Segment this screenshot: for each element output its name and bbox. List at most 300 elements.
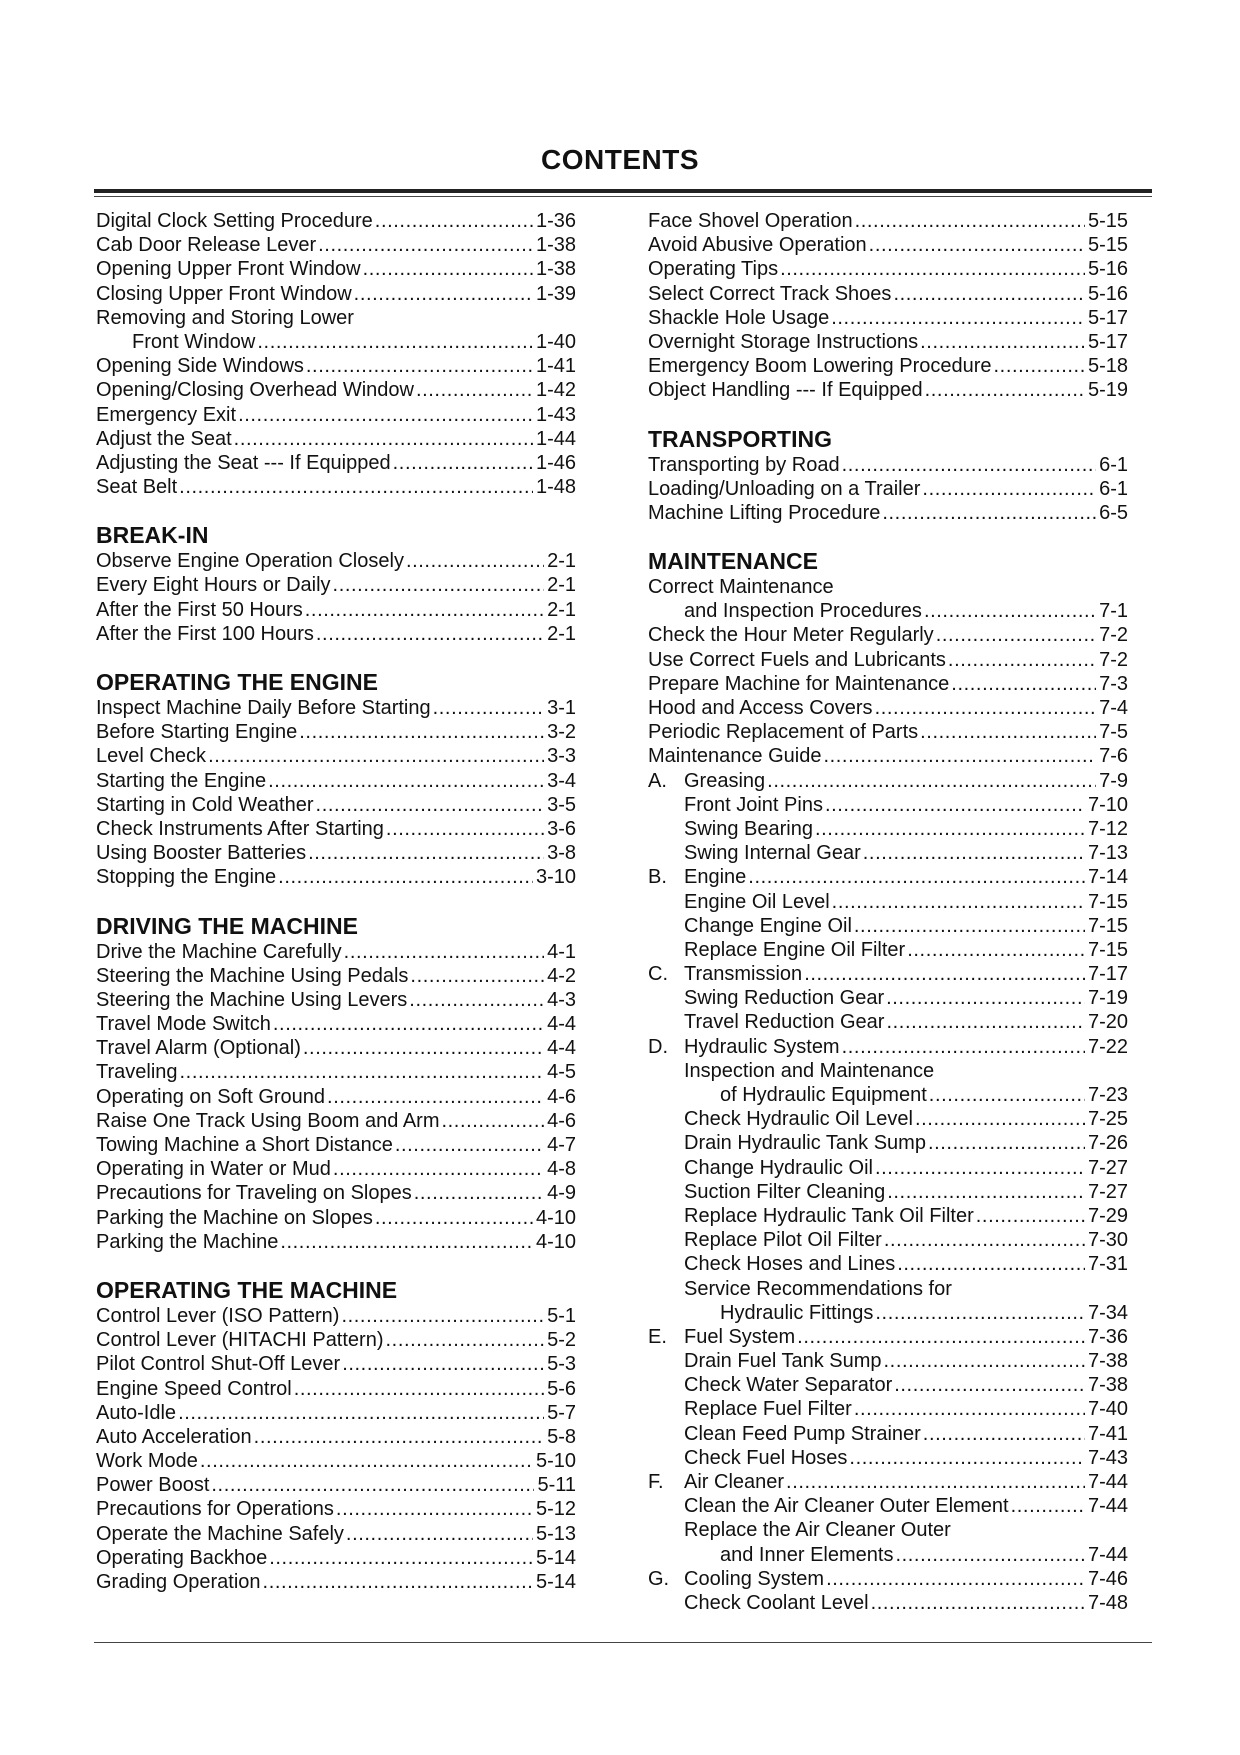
toc-entry-title: Travel Mode Switch xyxy=(96,1013,271,1036)
header-rule-thick xyxy=(94,189,1152,193)
toc-page-number: 7-15 xyxy=(1087,914,1128,937)
toc-entry[interactable] xyxy=(648,257,1128,281)
toc-entry-title: Swing Bearing xyxy=(684,817,813,840)
toc-page-number: 5-13 xyxy=(535,1522,576,1545)
toc-entry-title: Clean the Air Cleaner Outer Element xyxy=(684,1495,1009,1518)
toc-entry[interactable] xyxy=(648,938,1128,962)
toc-entry[interactable] xyxy=(96,427,576,451)
toc-leader-dots xyxy=(895,1543,1085,1567)
toc-entry[interactable] xyxy=(96,1085,576,1109)
toc-page-number: 3-10 xyxy=(535,866,576,889)
toc-entry-title: Check Instruments After Starting xyxy=(96,817,384,840)
toc-entry[interactable] xyxy=(648,1373,1128,1397)
toc-entry-title: Before Starting Engine xyxy=(96,721,298,744)
toc-entry[interactable] xyxy=(648,1591,1128,1615)
toc-page-number: 4-10 xyxy=(535,1230,576,1253)
toc-page-number: 5-12 xyxy=(535,1498,576,1521)
toc-leader-dots xyxy=(884,1349,1085,1373)
toc-entry-title: Swing Internal Gear xyxy=(684,842,861,865)
toc-leader-dots xyxy=(200,1449,533,1473)
toc-entry-title xyxy=(648,1470,785,1494)
toc-page-number: 7-27 xyxy=(1087,1156,1128,1179)
toc-entry-title: Travel Alarm (Optional) xyxy=(96,1037,301,1060)
toc-entry-title: Auto-Idle xyxy=(96,1401,177,1424)
toc-entry[interactable] xyxy=(648,1349,1128,1373)
toc-leader-dots xyxy=(263,1570,533,1594)
toc-page-number: 6-5 xyxy=(1099,501,1128,524)
toc-group-general xyxy=(96,209,576,1594)
toc-entry-title: Traveling xyxy=(96,1061,178,1084)
toc-entry[interactable] xyxy=(96,696,576,720)
toc-entry-text: Transmission xyxy=(684,963,803,986)
toc-page-number: 7-23 xyxy=(1087,1084,1128,1106)
toc-page-number: 4-2 xyxy=(547,964,576,987)
toc-entry[interactable] xyxy=(96,1181,576,1205)
toc-leader-dots xyxy=(211,1473,534,1497)
toc-entry[interactable] xyxy=(96,1206,576,1230)
toc-entry[interactable] xyxy=(96,354,576,378)
page-title: CONTENTS xyxy=(541,144,699,175)
toc-entry[interactable] xyxy=(96,1157,576,1181)
toc-entry-title xyxy=(648,1325,796,1349)
toc-page-number: 7-41 xyxy=(1087,1422,1128,1445)
toc-page-number: 7-34 xyxy=(1087,1301,1128,1324)
toc-entry[interactable] xyxy=(96,744,576,768)
toc-page-number: 5-3 xyxy=(547,1353,576,1376)
toc-entry[interactable] xyxy=(96,1036,576,1060)
toc-entry[interactable] xyxy=(96,330,576,354)
toc-page-number: 4-4 xyxy=(547,1013,576,1036)
right-column xyxy=(648,209,1128,1615)
toc-entry[interactable] xyxy=(648,378,1128,402)
toc-entry[interactable] xyxy=(648,696,1128,720)
toc-leader-dots xyxy=(832,890,1085,914)
toc-leader-dots xyxy=(855,209,1085,233)
toc-entry[interactable] xyxy=(96,549,576,573)
toc-page-number: 5-8 xyxy=(547,1425,576,1448)
toc-leader-dots xyxy=(920,720,1096,744)
toc-page-number: 7-38 xyxy=(1087,1374,1128,1397)
toc-leader-dots xyxy=(915,1107,1085,1131)
toc-entry-title: Starting in Cold Weather xyxy=(96,793,314,816)
toc-entry[interactable] xyxy=(648,1180,1128,1204)
toc-leader-dots xyxy=(299,720,544,744)
toc-leader-dots xyxy=(924,599,1096,623)
toc-page-number: 7-3 xyxy=(1099,672,1128,695)
toc-page-number: 7-26 xyxy=(1087,1132,1128,1155)
toc-page-number: 7-15 xyxy=(1087,890,1128,913)
toc-leader-dots xyxy=(178,1401,544,1425)
toc-leader-dots xyxy=(393,451,533,475)
toc-entry[interactable] xyxy=(648,1156,1128,1180)
toc-page-number: 5-17 xyxy=(1087,306,1128,329)
toc-entry-title: Towing Machine a Short Distance xyxy=(96,1134,393,1156)
toc-leader-dots xyxy=(786,1470,1085,1494)
toc-entry-text: Air Cleaner xyxy=(684,1471,785,1493)
toc-entry[interactable] xyxy=(648,793,1128,817)
toc-entry[interactable] xyxy=(96,257,576,281)
toc-entry[interactable] xyxy=(96,720,576,744)
toc-page-number: 5-15 xyxy=(1087,210,1128,232)
toc-section-letter: F. xyxy=(648,1471,664,1493)
toc-entry[interactable] xyxy=(648,1494,1128,1518)
toc-entry[interactable] xyxy=(648,1035,1128,1059)
toc-leader-dots xyxy=(849,1446,1085,1470)
toc-entry[interactable] xyxy=(648,865,1128,889)
toc-entry-title: Machine Lifting Procedure xyxy=(648,501,881,524)
toc-entry[interactable] xyxy=(648,986,1128,1010)
toc-leader-dots xyxy=(920,330,1085,354)
toc-entry-title xyxy=(648,1567,825,1591)
toc-entry-title: Starting the Engine xyxy=(96,769,267,792)
toc-entry[interactable] xyxy=(648,477,1128,501)
toc-leader-dots xyxy=(257,330,533,354)
toc-page-number: 3-8 xyxy=(547,842,576,865)
toc-leader-dots xyxy=(268,769,544,793)
toc-entry[interactable] xyxy=(648,648,1128,672)
toc-page-number: 7-22 xyxy=(1087,1035,1128,1058)
toc-entry[interactable] xyxy=(96,1377,576,1401)
toc-entry[interactable] xyxy=(96,1449,576,1473)
toc-entry[interactable] xyxy=(648,1107,1128,1131)
toc-page-number: 1-39 xyxy=(535,282,576,305)
toc-entry[interactable] xyxy=(648,744,1128,768)
toc-entry-title: Object Handling --- If Equipped xyxy=(648,379,923,402)
toc-entry[interactable] xyxy=(648,306,1128,330)
toc-leader-dots xyxy=(409,988,544,1012)
toc-section-letter: E. xyxy=(648,1325,667,1348)
toc-entry[interactable] xyxy=(96,1328,576,1352)
toc-entry-title: Control Lever (ISO Pattern) xyxy=(96,1304,340,1327)
toc-section-heading: DRIVING THE MACHINE xyxy=(96,912,358,939)
toc-page-number: 7-19 xyxy=(1087,987,1128,1010)
toc-entry[interactable] xyxy=(648,914,1128,938)
toc-entry[interactable] xyxy=(648,1204,1128,1228)
toc-entry[interactable] xyxy=(96,988,576,1012)
toc-entry[interactable] xyxy=(96,1425,576,1449)
toc-page-number: 7-2 xyxy=(1099,624,1128,647)
toc-entry-title: Stopping the Engine xyxy=(96,866,277,889)
toc-leader-dots xyxy=(994,354,1085,378)
toc-entry-title: Front Window xyxy=(132,330,256,353)
toc-entry-title: and Inspection Procedures xyxy=(684,600,922,623)
toc-page-number: 3-1 xyxy=(547,697,576,719)
toc-entry-title: Replace Hydraulic Tank Oil Filter xyxy=(684,1204,974,1227)
toc-page-number: 7-36 xyxy=(1087,1325,1128,1348)
toc-leader-dots xyxy=(936,623,1096,647)
toc-entry[interactable] xyxy=(96,964,576,988)
toc-leader-dots xyxy=(180,1060,545,1084)
toc-entry[interactable] xyxy=(648,282,1128,306)
toc-leader-dots xyxy=(433,696,544,720)
toc-entry[interactable] xyxy=(96,1522,576,1546)
toc-entry-title xyxy=(648,865,747,889)
toc-entry[interactable] xyxy=(648,501,1128,525)
toc-entry[interactable] xyxy=(96,1401,576,1425)
toc-section-heading: MAINTENANCE xyxy=(648,548,818,575)
toc-entry-title: Operate the Machine Safely xyxy=(96,1522,344,1545)
toc-page-number: 5-16 xyxy=(1087,258,1128,281)
toc-entry[interactable] xyxy=(648,1301,1128,1325)
toc-leader-dots xyxy=(929,1083,1085,1107)
toc-entry[interactable] xyxy=(648,1325,1128,1349)
toc-entry-title: Loading/Unloading on a Trailer xyxy=(648,477,921,500)
toc-page-number: 4-6 xyxy=(547,1109,576,1132)
toc-entry[interactable] xyxy=(648,817,1128,841)
toc-entry[interactable] xyxy=(96,1012,576,1036)
toc-entry[interactable] xyxy=(96,940,576,964)
toc-leader-dots xyxy=(875,1156,1085,1180)
toc-leader-dots xyxy=(869,233,1085,257)
toc-page-number: 3-6 xyxy=(547,817,576,840)
toc-entry[interactable] xyxy=(96,573,576,597)
toc-page-number: 4-7 xyxy=(547,1134,576,1156)
toc-entry[interactable] xyxy=(96,1109,576,1133)
toc-entry-title: Travel Reduction Gear xyxy=(684,1011,885,1034)
toc-page-number: 4-6 xyxy=(547,1085,576,1108)
toc-leader-dots xyxy=(395,1133,544,1157)
toc-entry-title: Precautions for Traveling on Slopes xyxy=(96,1182,412,1205)
toc-entry[interactable] xyxy=(96,865,576,889)
toc-page-number: 5-15 xyxy=(1087,234,1128,257)
toc-entry[interactable] xyxy=(96,1304,576,1328)
toc-page-number: 1-48 xyxy=(535,476,576,499)
toc-entry[interactable] xyxy=(648,1228,1128,1252)
toc-leader-dots xyxy=(410,964,544,988)
toc-entry-title: Check the Hour Meter Regularly xyxy=(648,624,934,647)
toc-leader-dots xyxy=(854,914,1085,938)
toc-leader-dots xyxy=(333,1157,544,1181)
toc-page-number: 4-3 xyxy=(547,988,576,1011)
toc-entry-title: Replace Fuel Filter xyxy=(684,1398,852,1421)
toc-entry-title: Power Boost xyxy=(96,1474,210,1497)
toc-entry[interactable] xyxy=(648,1446,1128,1470)
toc-leader-dots xyxy=(303,1036,544,1060)
toc-entry-title: Raise One Track Using Boom and Arm xyxy=(96,1109,440,1132)
toc-entry-title: Engine Speed Control xyxy=(96,1377,292,1400)
toc-entry[interactable] xyxy=(96,769,576,793)
toc-entry-line: Replace the Air Cleaner Outer xyxy=(684,1519,951,1542)
toc-entry[interactable] xyxy=(648,1422,1128,1446)
toc-leader-dots xyxy=(305,598,544,622)
toc-entry-line: Inspection and Maintenance xyxy=(684,1059,935,1082)
toc-entry[interactable] xyxy=(96,817,576,841)
toc-entry-title: Avoid Abusive Operation xyxy=(648,234,867,257)
toc-entry[interactable] xyxy=(648,962,1128,986)
toc-entry-text: Hydraulic System xyxy=(684,1035,840,1058)
toc-leader-dots xyxy=(208,744,544,768)
toc-entry[interactable] xyxy=(648,1010,1128,1034)
toc-page-number: 7-43 xyxy=(1087,1446,1128,1469)
toc-leader-dots xyxy=(928,1131,1085,1155)
toc-page-number: 7-17 xyxy=(1087,963,1128,986)
toc-entry[interactable] xyxy=(648,841,1128,865)
toc-leader-dots xyxy=(294,1377,544,1401)
toc-entry-title: Shackle Hole Usage xyxy=(648,306,830,329)
toc-leader-dots xyxy=(948,648,1096,672)
toc-entry[interactable] xyxy=(648,1567,1128,1591)
toc-entry-title: of Hydraulic Equipment xyxy=(720,1084,927,1106)
toc-entry[interactable] xyxy=(96,1060,576,1084)
toc-entry-title: Suction Filter Cleaning xyxy=(684,1180,886,1203)
toc-page-number: 4-4 xyxy=(547,1037,576,1060)
toc-entry-title: Level Check xyxy=(96,745,207,768)
toc-entry[interactable] xyxy=(96,1546,576,1570)
toc-leader-dots xyxy=(815,817,1085,841)
toc-section-letter: B. xyxy=(648,866,667,889)
toc-entry[interactable] xyxy=(96,233,576,257)
toc-entry[interactable] xyxy=(96,475,576,499)
toc-page-number: 3-3 xyxy=(547,745,576,768)
toc-leader-dots xyxy=(354,282,533,306)
toc-entry-title xyxy=(648,962,803,986)
toc-entry[interactable] xyxy=(96,1497,576,1521)
toc-leader-dots xyxy=(825,793,1085,817)
toc-entry[interactable] xyxy=(648,1252,1128,1276)
toc-entry-title: Parking the Machine on Slopes xyxy=(96,1206,373,1229)
toc-page-number: 7-31 xyxy=(1087,1253,1128,1276)
toc-entry-title xyxy=(648,1035,840,1059)
toc-entry-title: Transporting by Road xyxy=(648,453,840,476)
toc-entry[interactable] xyxy=(96,1570,576,1594)
toc-leader-dots xyxy=(780,257,1085,281)
toc-page-number: 7-10 xyxy=(1087,793,1128,816)
toc-entry-line: Service Recommendations for xyxy=(684,1277,952,1300)
toc-entry-title: Prepare Machine for Maintenance xyxy=(648,672,950,695)
toc-entry-title: Drain Fuel Tank Sump xyxy=(684,1350,882,1373)
toc-entry[interactable] xyxy=(96,451,576,475)
toc-entry[interactable] xyxy=(648,672,1128,696)
toc-entry-title: Emergency Exit xyxy=(96,403,237,426)
toc-entry-title: Adjusting the Seat --- If Equipped xyxy=(96,451,391,474)
toc-entry-title: Overnight Storage Instructions xyxy=(648,330,919,353)
toc-leader-dots xyxy=(386,1328,545,1352)
toc-page-number: 7-20 xyxy=(1087,1011,1128,1034)
toc-entry[interactable] xyxy=(648,1397,1128,1421)
toc-entry[interactable] xyxy=(648,769,1128,793)
toc-page-number: 7-15 xyxy=(1087,938,1128,961)
toc-entry[interactable] xyxy=(648,1083,1128,1107)
toc-entry-title: Hood and Access Covers xyxy=(648,697,873,719)
toc-page-number: 1-38 xyxy=(535,234,576,257)
toc-page-number: 7-2 xyxy=(1099,648,1128,671)
toc-page-number: 7-44 xyxy=(1087,1471,1128,1493)
toc-page-number: 7-38 xyxy=(1087,1350,1128,1373)
toc-entry-line: Correct Maintenance xyxy=(648,576,834,599)
toc-entry[interactable] xyxy=(648,890,1128,914)
toc-entry[interactable] xyxy=(96,1230,576,1254)
toc-entry-title: Using Booster Batteries xyxy=(96,842,307,865)
toc-leader-dots xyxy=(907,938,1085,962)
toc-leader-dots xyxy=(254,1425,544,1449)
toc-entry[interactable] xyxy=(648,623,1128,647)
toc-leader-dots xyxy=(804,962,1085,986)
toc-entry[interactable] xyxy=(648,1543,1128,1567)
toc-entry[interactable] xyxy=(96,1133,576,1157)
toc-entry[interactable] xyxy=(648,453,1128,477)
toc-entry[interactable] xyxy=(96,282,576,306)
toc-entry[interactable] xyxy=(96,1352,576,1376)
toc-leader-dots xyxy=(308,841,544,865)
toc-leader-dots xyxy=(336,1497,533,1521)
toc-leader-dots xyxy=(316,793,545,817)
toc-section-heading: TRANSPORTING xyxy=(648,425,832,452)
toc-page-number: 4-9 xyxy=(547,1182,576,1205)
toc-entry-title: Swing Reduction Gear xyxy=(684,987,885,1010)
toc-entry-title: Front Joint Pins xyxy=(684,793,823,816)
toc-page-number: 3-4 xyxy=(547,769,576,792)
toc-entry[interactable] xyxy=(96,841,576,865)
toc-page-number: 7-6 xyxy=(1099,745,1128,768)
toc-leader-dots xyxy=(344,940,544,964)
toc-page-number: 7-46 xyxy=(1087,1567,1128,1590)
toc-entry[interactable] xyxy=(96,598,576,622)
toc-entry[interactable] xyxy=(96,209,576,233)
toc-entry[interactable] xyxy=(648,233,1128,257)
toc-page-number: 1-41 xyxy=(535,355,576,378)
toc-leader-dots xyxy=(416,378,533,402)
toc-entry[interactable] xyxy=(648,599,1128,623)
toc-page-number: 7-9 xyxy=(1099,769,1128,792)
toc-leader-dots xyxy=(327,1085,544,1109)
footer-rule xyxy=(94,1642,1152,1643)
toc-entry[interactable] xyxy=(648,720,1128,744)
toc-page-number: 1-38 xyxy=(535,258,576,281)
toc-page-number: 4-8 xyxy=(547,1158,576,1181)
toc-entry[interactable] xyxy=(96,378,576,402)
toc-leader-dots xyxy=(863,841,1085,865)
toc-leader-dots xyxy=(1011,1494,1085,1518)
toc-leader-dots xyxy=(273,1012,544,1036)
toc-entry[interactable] xyxy=(648,1131,1128,1155)
toc-page-number: 7-13 xyxy=(1087,842,1128,865)
toc-entry[interactable] xyxy=(648,209,1128,233)
toc-entry-text: Fuel System xyxy=(684,1325,796,1348)
toc-entry-text: Greasing xyxy=(684,769,766,792)
toc-entry-title: Face Shovel Operation xyxy=(648,210,853,232)
toc-entry[interactable] xyxy=(648,354,1128,378)
toc-entry-title: Control Lever (HITACHI Pattern) xyxy=(96,1329,384,1352)
toc-entry-title: Drain Hydraulic Tank Sump xyxy=(684,1132,926,1155)
toc-entry-title: Change Engine Oil xyxy=(684,914,852,937)
toc-section-heading: BREAK-IN xyxy=(96,522,209,549)
toc-entry[interactable] xyxy=(648,1470,1128,1494)
toc-entry[interactable] xyxy=(96,1473,576,1497)
toc-entry[interactable] xyxy=(96,793,576,817)
toc-leader-dots xyxy=(748,865,1085,889)
toc-entry[interactable] xyxy=(96,622,576,646)
toc-page-number: 7-44 xyxy=(1087,1495,1128,1518)
toc-entry-title: Auto Acceleration xyxy=(96,1425,252,1448)
toc-entry-title: Engine Oil Level xyxy=(684,890,830,913)
toc-entry-title: Adjust the Seat xyxy=(96,427,232,450)
toc-page-number: 5-14 xyxy=(535,1546,576,1569)
toc-entry-title: Change Hydraulic Oil xyxy=(684,1156,873,1179)
toc-page-number: 2-1 xyxy=(547,622,576,645)
toc-entry[interactable] xyxy=(648,330,1128,354)
toc-section-letter: A. xyxy=(648,769,667,792)
toc-page-number: 7-5 xyxy=(1099,721,1128,744)
toc-entry-title: Opening/Closing Overhead Window xyxy=(96,379,414,402)
toc-page-number: 3-2 xyxy=(547,721,576,744)
toc-entry[interactable] xyxy=(96,403,576,427)
toc-entry-title: Periodic Replacement of Parts xyxy=(648,721,919,744)
toc-entry-title: and Inner Elements xyxy=(720,1543,894,1566)
toc-entry-title: Seat Belt xyxy=(96,476,178,499)
toc-leader-dots xyxy=(318,233,533,257)
toc-entry-title: Maintenance Guide xyxy=(648,745,822,768)
toc-page-number: 2-1 xyxy=(547,598,576,621)
